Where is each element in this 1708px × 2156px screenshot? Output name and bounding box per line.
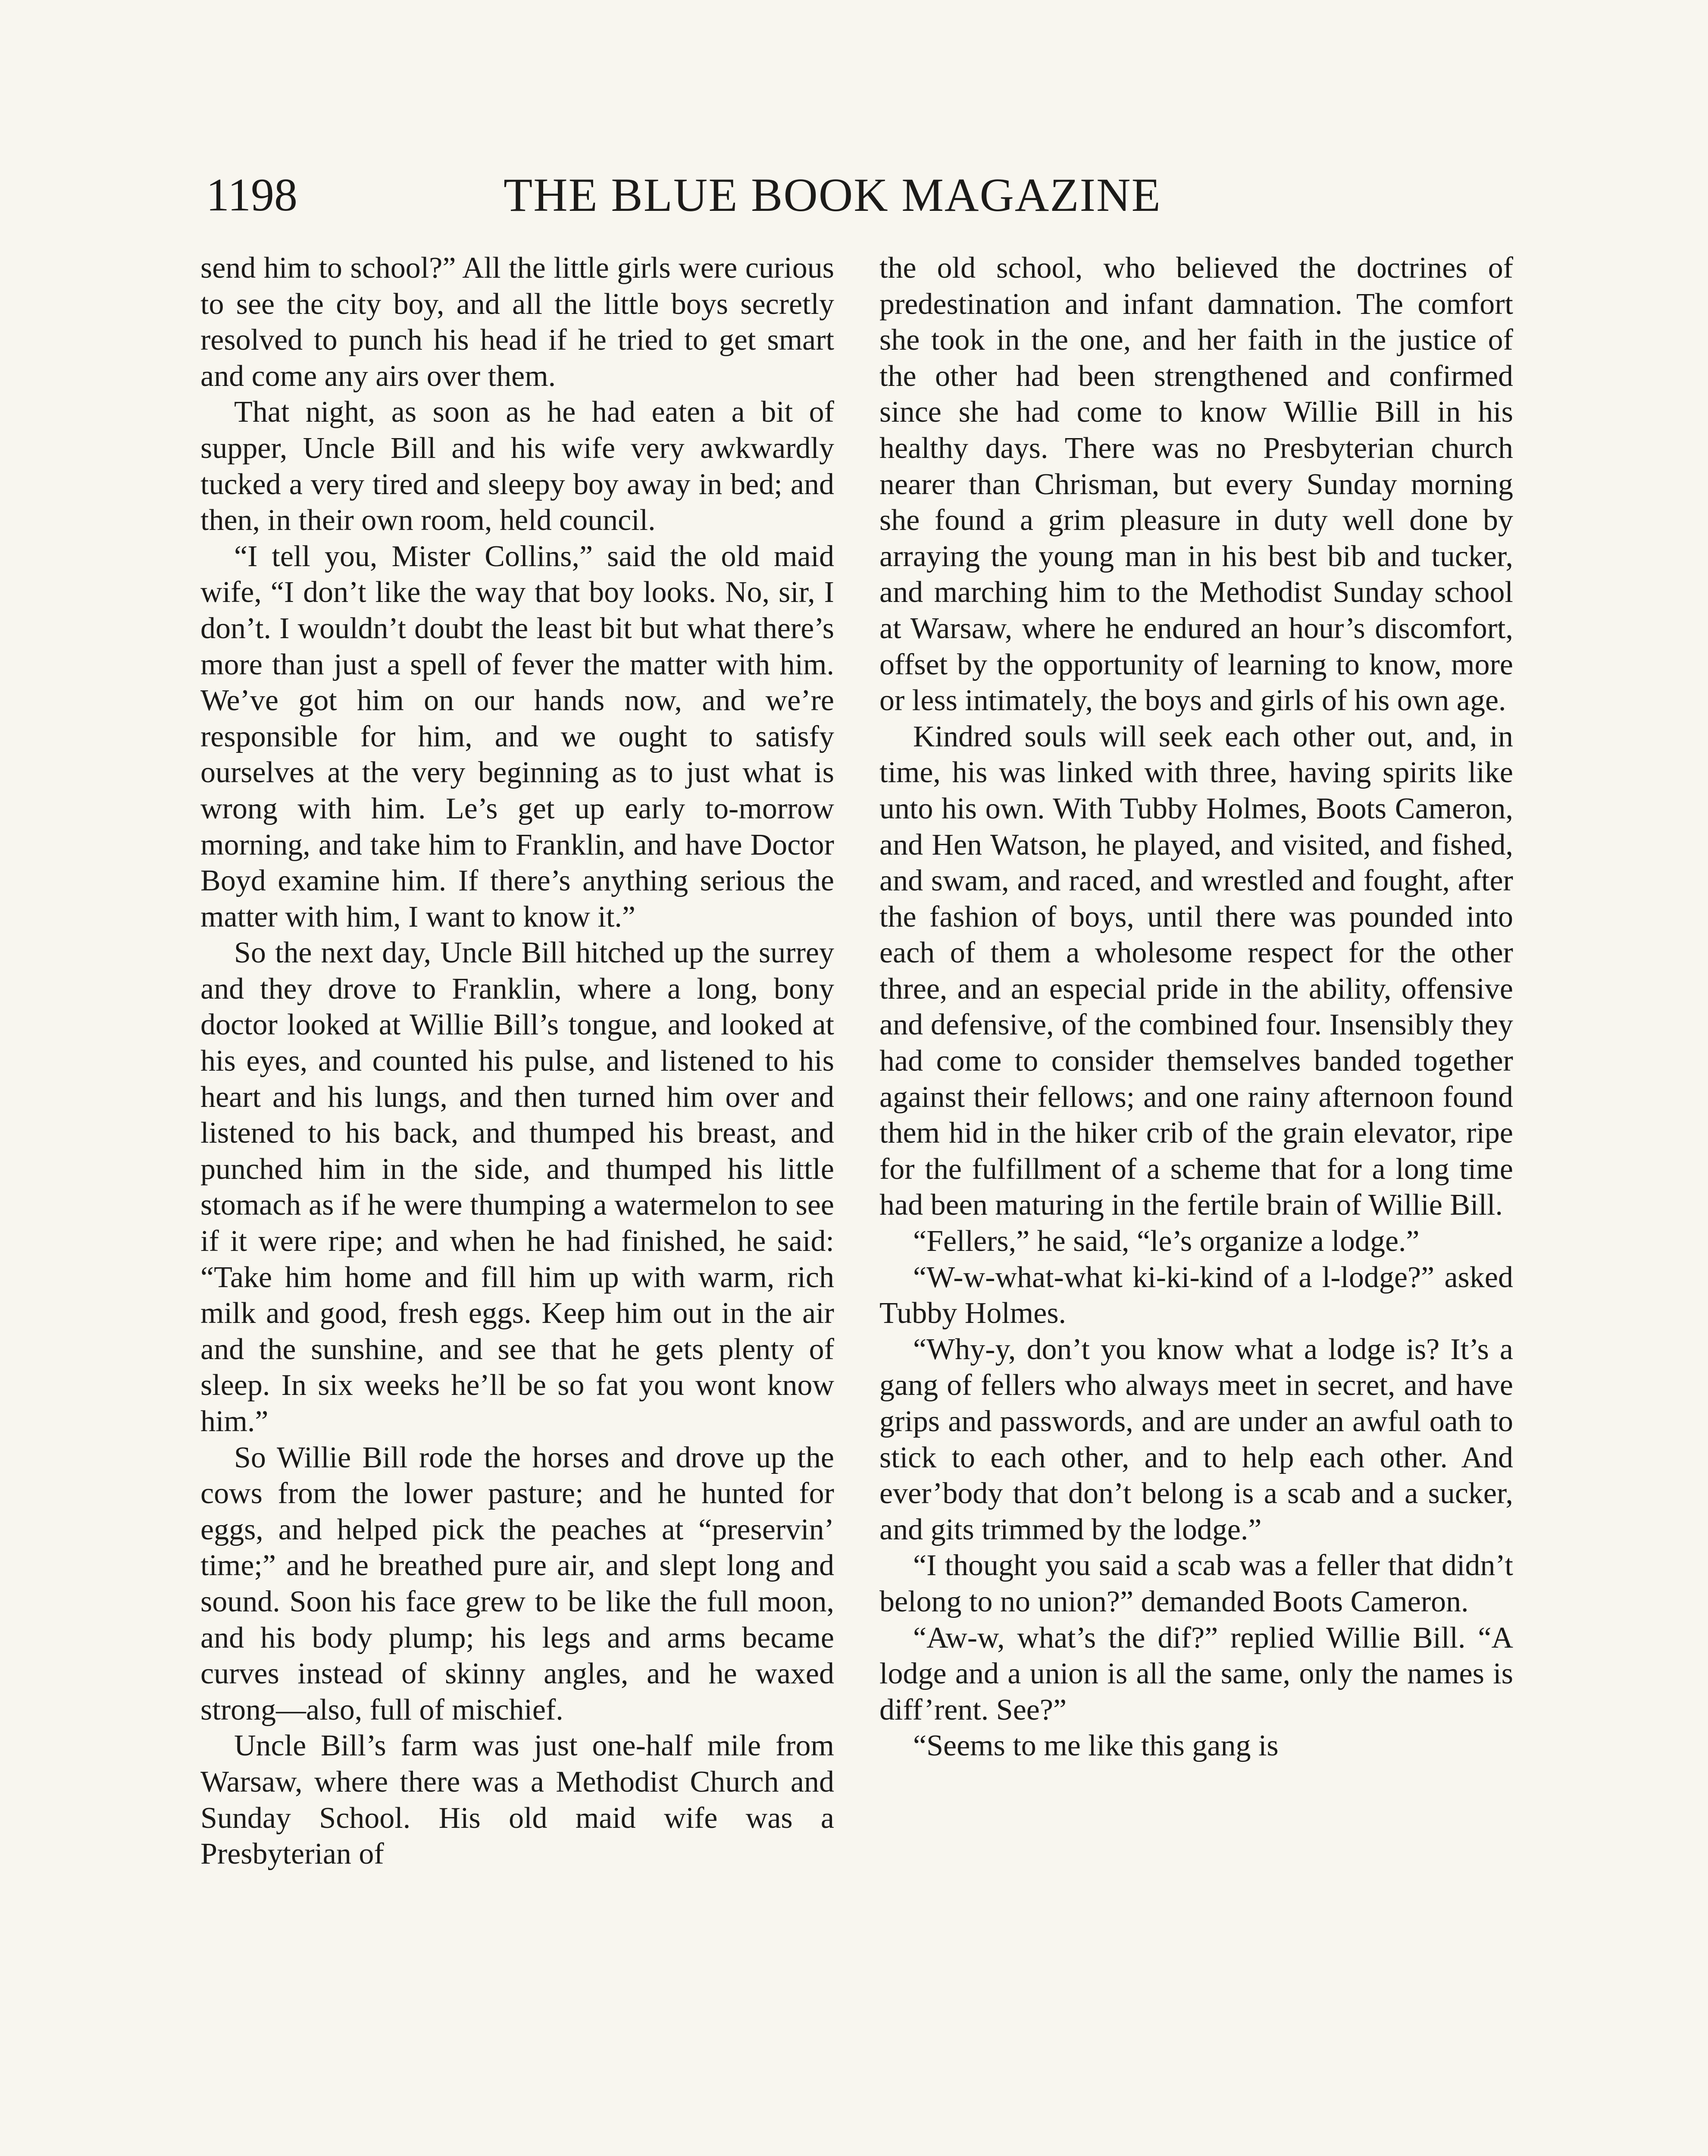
- running-header: [206, 166, 1206, 224]
- paragraph: Kindred souls will seek each other out, and, in time, his was linked with three, having spirits like unto his own. With Tubby Holmes, Boots Cameron, and Hen Watson, he played, and visited, and fished, and swam, and raced, and wrestled and fought, after the fashion of boys, until there was pounded into each of them a wholesome respect for the other three, and an especial pride in the ability, offensive and defensive, of the combined four. Insensibly they had come to consider themselves banded together against their fellows; and one rainy afternoon found them hid in the hiker crib of the grain elevator, ripe for the fulfillment of a scheme that for a long time had been maturing in the fertile brain of Willie Bill.: [879, 720, 1513, 1222]
- paragraph: “I tell you, Mister Collins,” said the old maid wife, “I don’t like the way that boy looks. No, sir, I don’t. I wouldn’t doubt the least bit but what there’s more than just a spell of fever the matter with him. We’ve got him on our hands now, and we’re responsible for him, and we ought to satisfy ourselves at the very beginning as to just what is wrong with him. Le’s get up early to-morrow morning, and take him to Franklin, and have Doctor Boyd examine him. If there’s anything serious the matter with him, I want to know it.”: [200, 539, 834, 934]
- paragraph: Uncle Bill’s farm was just one-half mile from Warsaw, where there was a Methodist Church and Sunday School. His old maid wife was a Presbyterian of: [200, 1729, 834, 1871]
- paragraph: “W-w-what-what ki-ki-kind of a l-lodge?” asked Tubby Holmes.: [879, 1260, 1513, 1330]
- magazine-title: THE BLUE BOOK MAGAZINE: [504, 169, 1161, 221]
- paragraph: “Fellers,” he said, “le’s organize a lodge.”: [913, 1225, 1420, 1258]
- paragraph: “Why-y, don’t you know what a lodge is? It’s a gang of fellers who always meet in secret, and have grips and passwords, and are under an awful oath to stick to each other, and to help each other. And ever’body that don’t belong is a scab and a sucker, and gits trimmed by the lodge.”: [879, 1332, 1513, 1546]
- page-number: 1198: [206, 169, 297, 221]
- paragraph: So Willie Bill rode the horses and drove up the cows from the lower pasture; and he hunted for eggs, and helped pick the peaches at “preservin’ time;” and he breathed pure air, and slept long and sound. Soon his face grew to be like the full moon, and his body plump; his legs and arms became curves instead of skinny angles, and he waxed strong—also, full of mischief.: [200, 1441, 834, 1727]
- paragraph: So the next day, Uncle Bill hitched up the surrey and they drove to Franklin, where a long, bony doctor looked at Willie Bill’s tongue, and looked at his eyes, and counted his pulse, and listened to his heart and his lungs, and then turned him over and listened to his back, and thumped his breast, and punched him in the side, and thumped his little stomach as if he were thumping a watermelon to see if it were ripe; and when he had finished, he said: “Take him home and fill him up with warm, rich milk and good, fresh eggs. Keep him out in the air and the sunshine, and see that he gets plenty of sleep. In six weeks he’ll be so fat you wont know him.”: [200, 936, 834, 1438]
- paragraph: “Seems to me like this gang is: [913, 1729, 1279, 1763]
- paragraph: send him to school?” All the little girls were curious to see the city boy, and all the little boys secretly resolved to punch his head if he tried to get smart and come any airs over them.: [200, 251, 834, 393]
- paragraph: “I thought you said a scab was a feller that didn’t belong to no union?” demanded Boots Cameron.: [879, 1549, 1513, 1618]
- paragraph: the old school, who believed the doctrines of predestination and infant damnation. The comfort she took in the one, and her faith in the justice of the other had been strengthened and confirmed since she had come to know Willie Bill in his healthy days. There was no Presbyterian church nearer than Chrisman, but every Sunday morning she found a grim pleasure in duty well done by arraying the young man in his best bib and tucker, and marching him to the Methodist Sunday school at Warsaw, where he endured an hour’s discomfort, offset by the opportunity of learning to know, more or less intimately, the boys and girls of his own age.: [879, 251, 1513, 718]
- right-column: [879, 250, 1513, 1764]
- paragraph: “Aw-w, what’s the dif?” replied Willie Bill. “A lodge and a union is all the same, only the names is diff’rent. See?”: [879, 1621, 1513, 1727]
- left-column: [200, 250, 834, 1872]
- paragraph: That night, as soon as he had eaten a bit of supper, Uncle Bill and his wife very awkwardly tucked a very tired and sleepy boy away in bed; and then, in their own room, held council.: [200, 395, 834, 537]
